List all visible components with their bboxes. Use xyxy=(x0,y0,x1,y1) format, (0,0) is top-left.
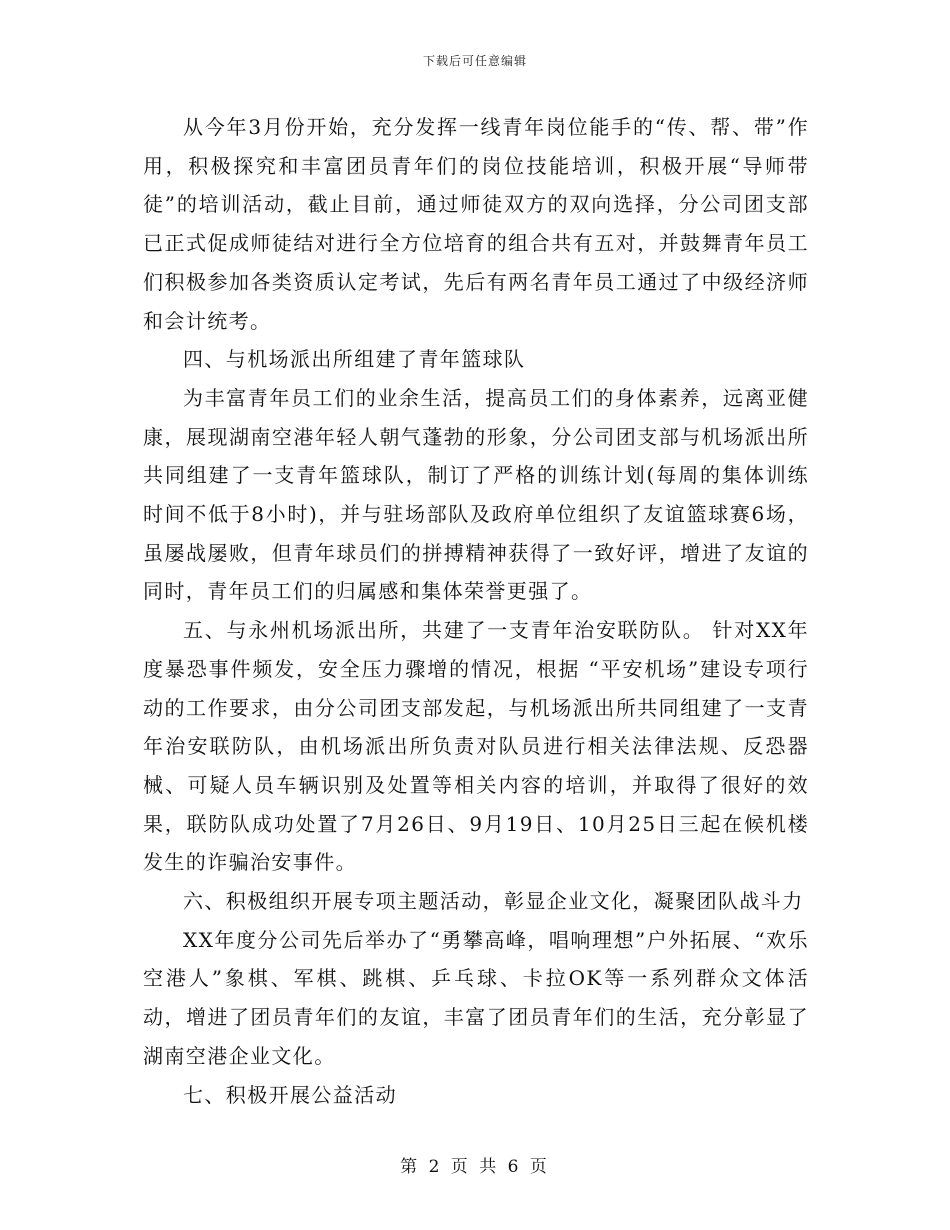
page-header: 下载后可任意编辑 xyxy=(422,54,527,68)
section-heading-charity: 七、积极开展公益活动 xyxy=(183,1082,397,1107)
paragraph-basketball: 为丰富青年员工们的业余生活，提高员工们的身体素养，远离亚健康，展现湖南空港年轻人朝气蓬勃的形象，分公司团支部与机场派出所共同组建了一支青年篮球队，制订了严格的训练计划(每周的集体训练时间不低于8小时)，并与驻场部队及政府单位组织了友谊篮球赛6场，虽屡战屡败，但青年球员们的拼搏精神获得了一致好评，增进了友谊的同时，青年员工们的归属感和集体荣誉更强了。 xyxy=(143,385,809,604)
page-number: 第 2 页 共 6 页 xyxy=(400,1157,550,1177)
section-heading-activities: 六、积极组织开展专项主题活动，彰显企业文化，凝聚团队战斗力 xyxy=(183,889,804,914)
paragraph-security-team: 五、与永州机场派出所，共建了一支青年治安联防队。 针对XX年度暴恐事件频发，安全压力骤增的情况，根据 “平安机场”建设专项行动的工作要求，由分公司团支部发起，与机场派出所共同组建了一支青年治安联防队，由机场派出所负责对队员进行相关法律法规、反恐器械、可疑人员车辆识别及处置等相关内容的培训，并取得了很好的效果，联防队成功处置了7月26日、9月19日、10月25日三起在候机楼发生的诈骗治安事件。 xyxy=(143,618,809,875)
paragraph-mentoring: 从今年3月份开始，充分发挥一线青年岗位能手的“传、帮、带”作用，积极探究和丰富团员青年们的岗位技能培训，积极开展“导师带徒”的培训活动，截止目前，通过师徒双方的双向选择，分公司团支部已正式促成师徒结对进行全方位培育的组合共有五对，并鼓舞青年员工们积极参加各类资质认定考试，先后有两名青年员工通过了中级经济师和会计统考。 xyxy=(143,115,809,333)
section-heading-basketball: 四、与机场派出所组建了青年篮球队 xyxy=(183,347,526,372)
paragraph-activities: XX年度分公司先后举办了“勇攀高峰，唱响理想”户外拓展、“欢乐空港人”象棋、军棋、跳棋、乒乓球、卡拉OK等一系列群众文体活动，增进了团员青年们的友谊，丰富了团员青年们的生活，充分彰显了湖南空港企业文化。 xyxy=(143,927,809,1068)
document-body xyxy=(143,108,809,1114)
